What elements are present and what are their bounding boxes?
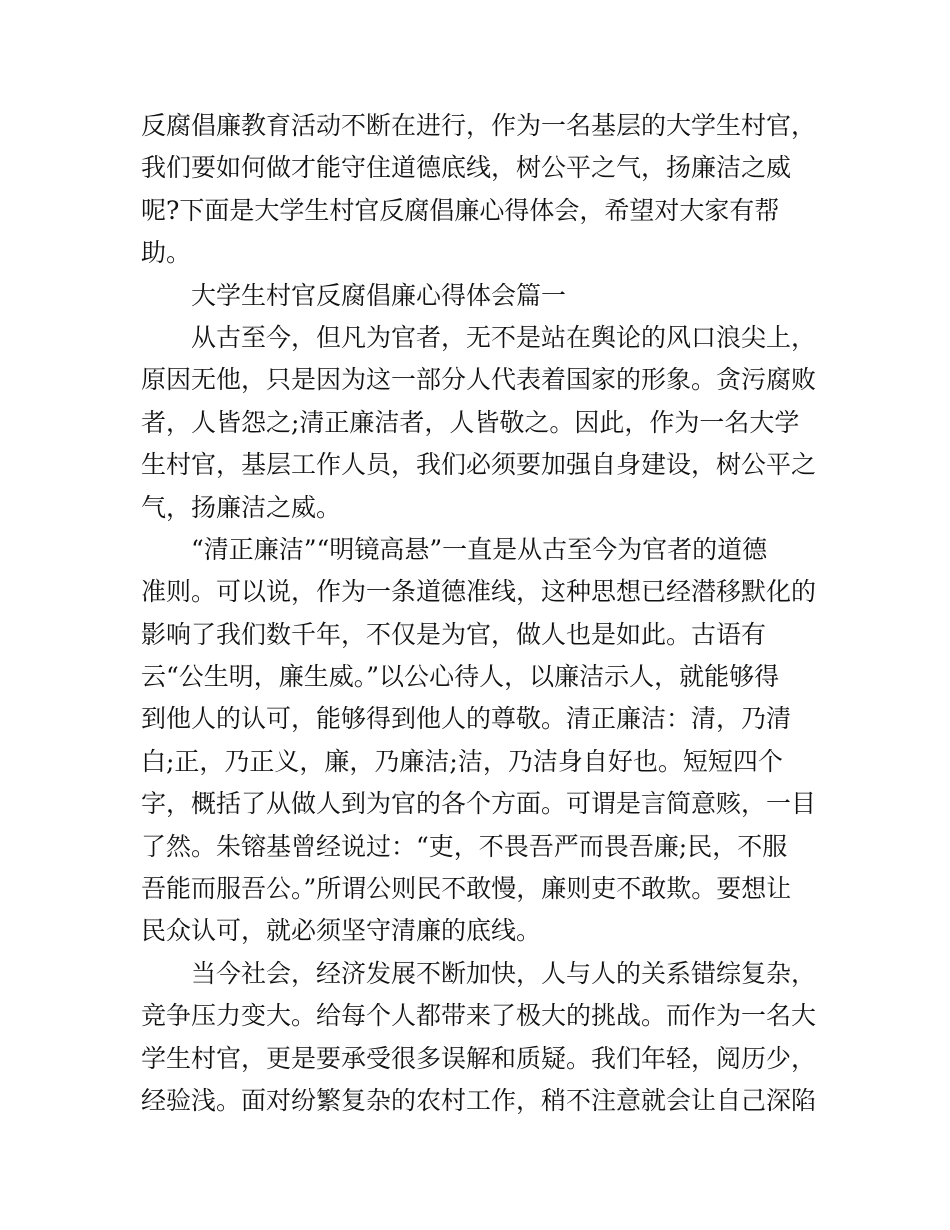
paragraph2-line-4: 云“公生明，廉生威。”以公心待人，以廉洁示人，就能够得 — [141, 662, 780, 692]
document-body — [141, 105, 817, 1122]
paragraph1-line-5: 气，扬廉洁之威。 — [141, 492, 342, 522]
intro-line-3: 呢?下面是大学生村官反腐倡廉心得体会，希望对大家有帮 — [141, 195, 780, 225]
paragraph1-line-4: 生村官，基层工作人员，我们必须要加强自身建设，树公平之 — [141, 450, 817, 480]
paragraph2-line-9: 吾能而服吾公。”所谓公则民不敢慢，廉则吏不敢欺。要想让 — [141, 874, 792, 904]
paragraph2-line-3: 影响了我们数千年，不仅是为官，做人也是如此。古语有 — [141, 619, 767, 649]
paragraph2-line-5: 到他人的认可，能够得到他人的尊敬。清正廉洁：清，乃清 — [141, 704, 792, 734]
paragraph2-line-1: “清正廉洁”“明镜高悬”一直是从古至今为官者的道德 — [191, 534, 768, 564]
paragraph3-line-1: 当今社会，经济发展不断加快，人与人的关系错综复杂， — [191, 958, 817, 988]
paragraph2-line-7: 字，概括了从做人到为官的各个方面。可谓是言简意赅，一目 — [141, 789, 817, 819]
intro-line-1: 反腐倡廉教育活动不断在进行，作为一名基层的大学生村官， — [141, 111, 817, 140]
intro-line-2: 我们要如何做才能守住道德底线，树公平之气，扬廉洁之威 — [141, 153, 792, 183]
section-title: 大学生村官反腐倡廉心得体会篇一 — [191, 280, 567, 310]
paragraph2-line-2: 准则。可以说，作为一条道德准线，这种思想已经潜移默化的 — [141, 577, 817, 607]
paragraph3-line-4: 经验浅。面对纷繁复杂的农村工作，稍不注意就会让自己深陷 — [141, 1085, 817, 1115]
paragraph3-line-2: 竞争压力变大。给每个人都带来了极大的挑战。而作为一名大 — [141, 1001, 817, 1031]
paragraph1-line-1: 从古至今，但凡为官者，无不是站在舆论的风口浪尖上， — [191, 322, 817, 352]
paragraph1-line-2: 原因无他，只是因为这一部分人代表着国家的形象。贪污腐败 — [141, 365, 817, 395]
paragraph2-line-6: 白;正，乃正义，廉，乃廉洁;洁，乃洁身自好也。短短四个 — [141, 746, 783, 776]
paragraph2-line-8: 了然。朱镕基曾经说过：“吏，不畏吾严而畏吾廉;民，不服 — [141, 831, 788, 861]
paragraph2-line-10: 民众认可，就必须坚守清廉的底线。 — [141, 916, 542, 946]
intro-line-4: 助。 — [141, 238, 192, 268]
paragraph1-line-3: 者，人皆怨之;清正廉洁者，人皆敬之。因此，作为一名大学 — [141, 407, 800, 437]
paragraph3-line-3: 学生村官，更是要承受很多误解和质疑。我们年轻，阅历少， — [141, 1043, 817, 1073]
